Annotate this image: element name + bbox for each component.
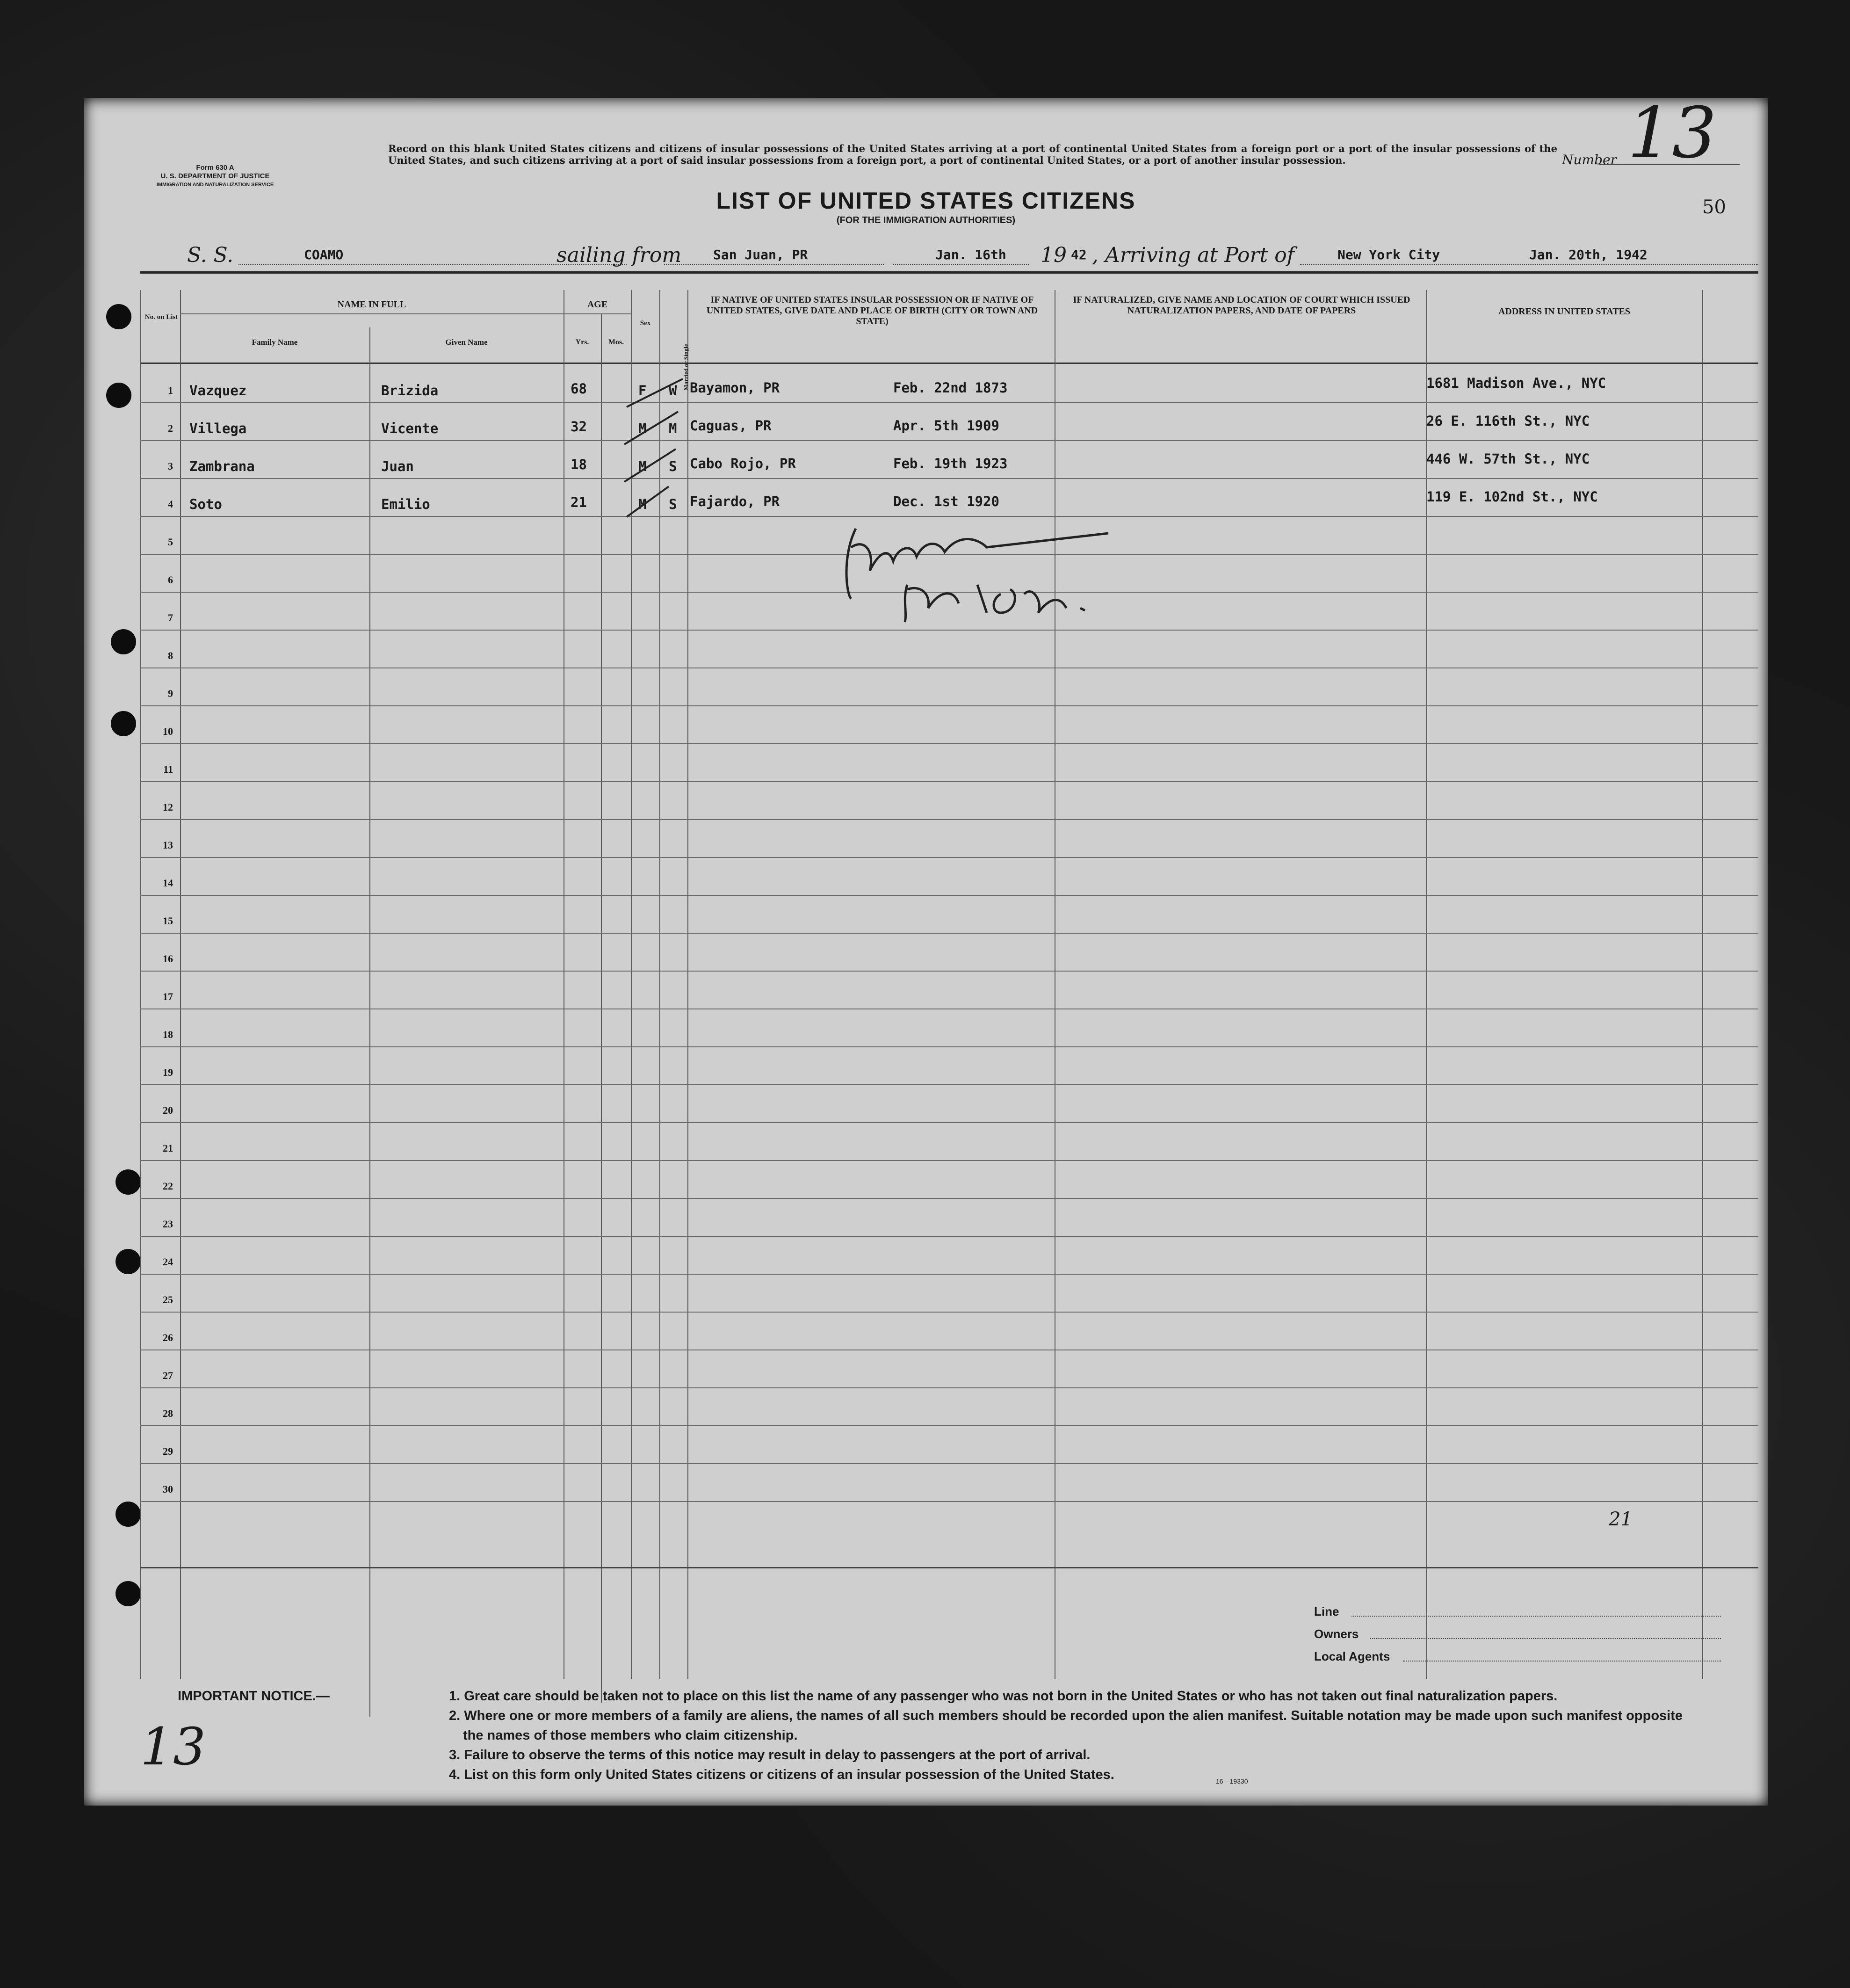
tally-mark: 21 [1609,1509,1633,1530]
arrival-underline [1300,264,1758,265]
row-number: 1 [168,385,173,396]
address-cell: 26 E. 116th St., NYC [1426,413,1590,429]
address-cell: 446 W. 57th St., NYC [1426,451,1590,467]
owners-label: Owners [1314,1627,1359,1641]
row-number: 2 [168,422,173,434]
birthplace-cell: Cabo Rojo, PR [690,456,796,472]
instructions-text: Record on this blank United States citizens and citizens of insular possessions of the United States arriving at a port of continental United States from a foreign port or a port of the insular possessions of the United States, and such citizens arriving at a port of said insular possessions from a foreign port, a port of continental United States, or a port of another insular possession. [388,143,1557,166]
marital-status-cell: S [669,496,677,512]
row-rule [140,1160,1758,1161]
from-port: San Juan, PR [713,247,808,262]
age-years-cell: 68 [571,381,587,397]
header-address: ADDRESS IN UNITED STATES [1498,306,1631,317]
row-rule [140,1198,1758,1199]
punch-hole [106,383,131,408]
row-rule [140,819,1758,820]
row-rule [140,440,1758,441]
col-divider [601,313,602,1703]
sex-cell: M [638,421,647,436]
birthplace-cell: Caguas, PR [690,418,772,434]
list-number: 13 [1627,93,1717,174]
punch-hole [111,711,136,736]
row-number: 7 [168,612,173,624]
owners-field [1314,1627,1390,1649]
row-rule [140,1463,1758,1464]
row-number: 11 [163,763,173,775]
header-family-name: Family Name [252,338,298,347]
row-number: 25 [163,1294,173,1306]
row-rule [140,1312,1758,1313]
footer-fields [1314,1604,1390,1672]
row-number: 15 [163,915,173,927]
page-number: 50 [1702,196,1726,218]
row-number: 18 [163,1029,173,1040]
line-label: Line [1314,1604,1339,1618]
arrival-port: New York City [1337,247,1440,262]
row-number: 3 [168,460,173,472]
table-top-rule [140,271,1758,274]
given-name-cell: Brizida [381,383,439,399]
row-rule [140,1046,1758,1047]
arriving-label: , Arriving at Port of [1092,243,1294,267]
sex-cell: M [638,496,647,512]
notice-heading: IMPORTANT NOTICE.— [178,1689,330,1704]
given-name-cell: Emilio [381,496,430,512]
number-label: Number [1562,152,1617,167]
row-rule [140,1274,1758,1275]
row-number: 5 [168,536,173,548]
address-cell: 1681 Madison Ave., NYC [1426,375,1606,391]
departure-year: 42 [1071,247,1087,262]
owners-underline [1370,1638,1721,1639]
row-number: 12 [163,801,173,813]
row-rule [140,857,1758,858]
family-name-cell: Zambrana [189,458,255,474]
marital-status-cell: S [669,458,677,474]
notice-items [449,1686,1693,1785]
punch-hole [116,1169,141,1195]
row-number: 30 [163,1483,173,1495]
col-divider [687,290,688,1679]
col-divider [140,290,141,1679]
birthplace-cell: Fajardo, PR [690,493,780,509]
row-number: 17 [163,991,173,1002]
row-number: 10 [163,726,173,737]
corner-handwritten-number: 13 [140,1717,206,1777]
row-number: 23 [163,1218,173,1230]
header-sex: Sex [640,319,651,327]
row-rule [140,1084,1758,1085]
department-name: U. S. DEPARTMENT OF JUSTICE [160,172,270,180]
row-rule [140,516,1758,517]
header-bottom-rule [140,363,1758,364]
row-number: 8 [168,650,173,661]
header-married-or-single: Married or Single [682,344,689,391]
age-years-cell: 32 [571,419,587,435]
header-given-name: Given Name [445,338,488,347]
row-number: 26 [163,1332,173,1343]
agents-field [1314,1649,1390,1672]
row-rule [140,1122,1758,1123]
family-name-cell: Soto [189,496,222,512]
notice-item: 1. Great care should be taken not to place on this list the name of any passenger who was not born in the United States or who has not taken out final naturalization papers. [449,1689,1558,1704]
line-field [1314,1604,1390,1627]
form-title: LIST OF UNITED STATES CITIZENS [716,188,1136,214]
row-rule [140,1425,1758,1426]
handwritten-signature [837,519,1155,631]
birth-date-cell: Feb. 22nd 1873 [893,380,1008,396]
date-underline [893,264,1029,265]
row-number: 4 [168,498,173,510]
form-subtitle: (FOR THE IMMIGRATION AUTHORITIES) [836,215,1016,225]
row-rule [140,895,1758,896]
subheader-rule [180,313,631,314]
header-name-in-full: NAME IN FULL [337,299,406,310]
age-years-cell: 21 [571,494,587,510]
row-number: 14 [163,877,173,889]
agents-underline [1403,1661,1721,1662]
header-naturalization: IF NATURALIZED, GIVE NAME AND LOCATION OF COURT WHICH ISSUED NATURALIZATION PAPERS, AND DATE OF PAPERS [1073,295,1410,316]
col-divider [1702,290,1703,1679]
row-number: 6 [168,574,173,586]
ss-label: S. S. [187,243,234,267]
row-rule [140,933,1758,934]
punch-hole [111,629,136,654]
row-number: 20 [163,1104,173,1116]
col-divider [369,327,370,1717]
marital-status-cell: M [669,421,677,436]
arrival-date: Jan. 20th, 1942 [1529,247,1648,262]
given-name-cell: Juan [381,458,414,474]
table-bottom-rule [140,1567,1758,1568]
marital-status-cell: W [669,383,677,399]
row-number: 22 [163,1180,173,1192]
sex-cell: M [638,458,647,474]
birth-date-cell: Dec. 1st 1920 [893,493,999,509]
voyage-line [84,243,1768,271]
print-code: 16—19330 [1216,1778,1248,1785]
punch-hole [116,1249,141,1274]
year-prefix: 19 [1041,243,1067,267]
service-name: IMMIGRATION AND NATURALIZATION SERVICE [156,182,274,188]
form-identifier [136,164,295,189]
row-number: 29 [163,1445,173,1457]
agents-label: Local Agents [1314,1649,1390,1663]
punch-hole [106,304,131,329]
departure-date: Jan. 16th [935,247,1006,262]
line-underline [1351,1616,1721,1617]
sailing-label: sailing from [556,243,682,267]
ship-name: COAMO [304,247,344,262]
form-number: Form 630 A [196,164,234,172]
birthplace-cell: Bayamon, PR [690,380,780,396]
row-rule [140,781,1758,782]
row-number: 19 [163,1067,173,1078]
birth-date-cell: Feb. 19th 1923 [893,456,1008,472]
notice-item: 2. Where one or more members of a family are aliens, the names of all such members should be recorded upon the alien manifest. Suitable notation may be made upon such manifest opposite the names of those members who claim citizenship. [449,1708,1683,1743]
header-native-birth: IF NATIVE OF UNITED STATES INSULAR POSSESSION OR IF NATIVE OF UNITED STATES, GIVE DATE AND PLACE OF BIRTH (CITY OR TOWN AND STATE) [706,295,1038,326]
row-rule [140,478,1758,479]
family-name-cell: Vazquez [189,383,247,399]
row-number: 16 [163,953,173,965]
row-number: 9 [168,688,173,699]
notice-item: 3. Failure to observe the terms of this notice may result in delay to passengers at the port of arrival. [449,1748,1091,1763]
header-years: Yrs. [575,338,589,346]
row-rule [140,1387,1758,1388]
row-number: 27 [163,1370,173,1381]
sex-cell: F [638,383,647,399]
from-underline [664,264,884,265]
row-rule [140,402,1758,403]
birth-date-cell: Apr. 5th 1909 [893,418,999,434]
col-divider [180,290,181,1679]
punch-hole [116,1502,141,1527]
address-cell: 119 E. 102nd St., NYC [1426,489,1598,505]
given-name-cell: Vicente [381,421,439,436]
row-rule [140,971,1758,972]
punch-hole [116,1581,141,1606]
manifest-sheet [84,93,1768,1806]
notice-item: 4. List on this form only United States citizens or citizens of an insular possession of the United States. [449,1767,1114,1782]
row-rule [140,1501,1758,1502]
family-name-cell: Villega [189,421,247,436]
row-number: 21 [163,1142,173,1154]
row-rule [140,1236,1758,1237]
check-marks [617,374,687,631]
row-rule [140,705,1758,706]
header-months: Mos. [608,338,624,346]
age-years-cell: 18 [571,457,587,472]
header-no-on-list: No. on List [145,313,178,321]
header-age: AGE [587,299,608,310]
row-number: 24 [163,1256,173,1268]
row-number: 13 [163,839,173,851]
row-number: 28 [163,1408,173,1419]
row-rule [140,743,1758,744]
